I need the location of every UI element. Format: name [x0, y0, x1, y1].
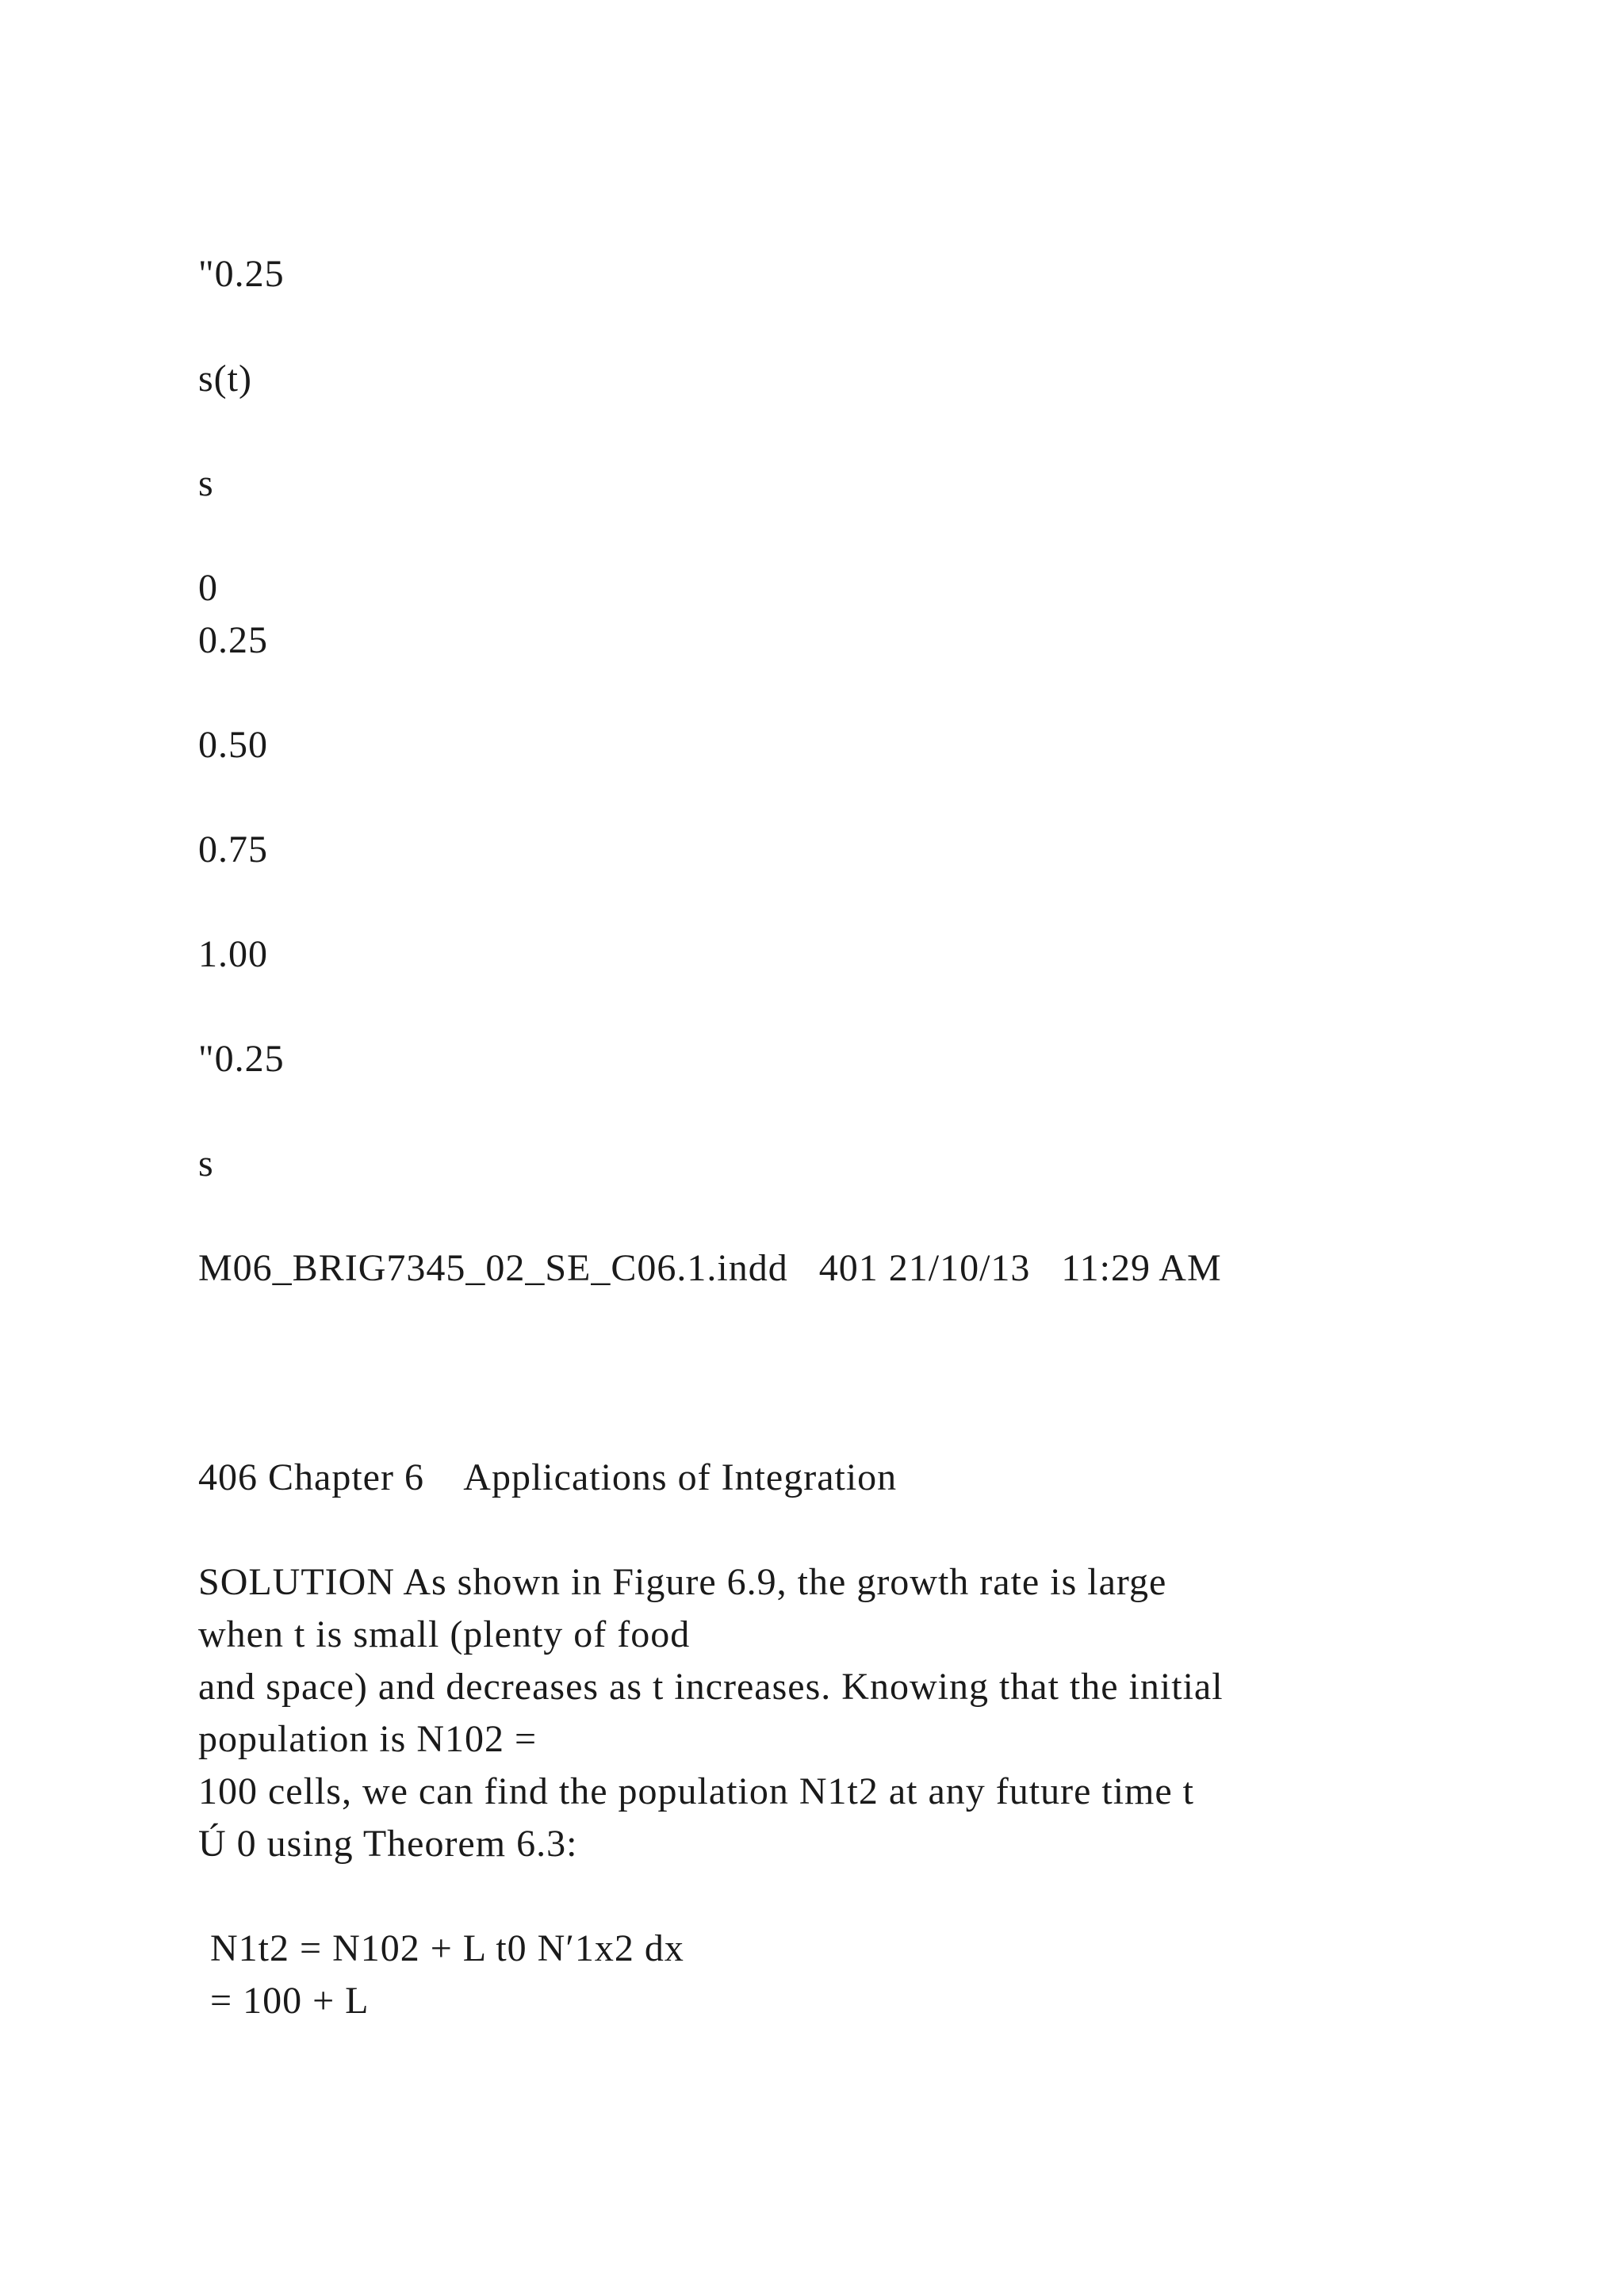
solution-line-4: population is N102 =: [198, 1718, 538, 1760]
solution-line-3: and space) and decreases as t increases. Knowing that the initial: [198, 1666, 1224, 1708]
text-line-0-50: 0.50: [198, 724, 268, 766]
text-line-0-75: 0.75: [198, 828, 268, 871]
solution-line-1: SOLUTION As shown in Figure 6.9, the growth rate is large: [198, 1561, 1167, 1603]
equation-line-1: N1t2 = N102 + L t0 N′1x2 dx: [210, 1927, 684, 1969]
chapter-header: 406 Chapter 6 Applications of Integration: [198, 1456, 898, 1498]
text-line-0-25: 0.25: [198, 619, 268, 661]
text-line-neg-0-25: "0.25: [198, 253, 285, 295]
file-footer-line: M06_BRIG7345_02_SE_C06.1.indd 401 21/10/13 11:29 AM: [198, 1247, 1222, 1289]
text-line-zero: 0: [198, 567, 218, 609]
text-line-1-00: 1.00: [198, 933, 268, 975]
text-line-s-b: s: [198, 1142, 214, 1184]
solution-line-2: when t is small (plenty of food: [198, 1613, 691, 1655]
equation-line-2: = 100 + L: [210, 1980, 370, 2022]
text-line-neg-0-25-b: "0.25: [198, 1038, 285, 1080]
text-line-s-of-t: s(t): [198, 358, 252, 400]
text-line-s: s: [198, 462, 214, 504]
solution-line-5: 100 cells, we can find the population N1t2 at any future time t: [198, 1770, 1195, 1812]
solution-line-6: Ú 0 using Theorem 6.3:: [198, 1823, 578, 1865]
